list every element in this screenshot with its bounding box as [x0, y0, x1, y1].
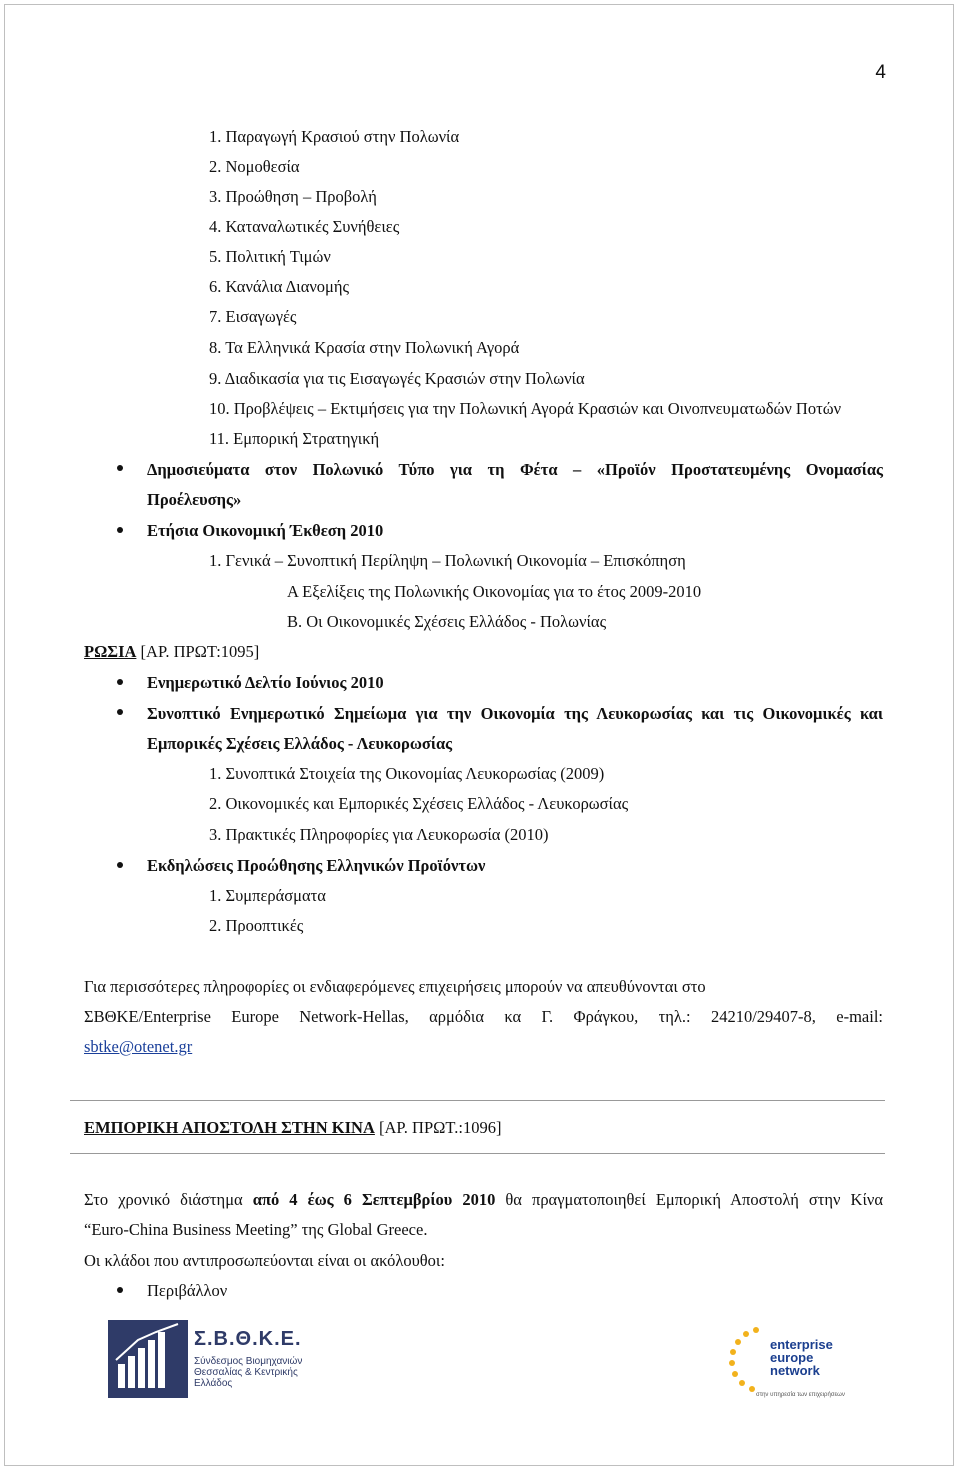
toc-item: 7. Εισαγωγές: [209, 307, 297, 326]
sectors-intro: Οι κλάδοι που αντιπροσωπεύονται είναι οι ακόλουθοι:: [84, 1251, 445, 1270]
belarus-note-title: Συνοπτικό Ενημερωτικό Σημείωμα για την Οικονομία της Λευκορωσίας και τις Οικονομικές και: [147, 704, 883, 723]
events-title: Εκδηλώσεις Προώθησης Ελληνικών Προϊόντων: [147, 856, 486, 875]
stars-icon: [726, 1324, 776, 1394]
russia-heading-line: [84, 642, 259, 662]
feta-article-title-cont: Προέλευσης»: [147, 490, 242, 509]
een-word: enterprise: [770, 1337, 833, 1352]
china-text: Στο χρονικό διάστημα: [84, 1190, 253, 1209]
toc-item: 1. Παραγωγή Κρασιού στην Πολωνία: [209, 127, 460, 146]
email-link[interactable]: sbtke@otenet.gr: [84, 1037, 193, 1056]
belarus-item: 1. Συνοπτικά Στοιχεία της Οικονομίας Λευκορωσίας (2009): [209, 764, 605, 783]
toc-item: 9. Διαδικασία για τις Εισαγωγές Κρασιών στην Πολωνία: [209, 369, 585, 388]
belarus-item: 2. Οικονομικές και Εμπορικές Σχέσεις Ελλάδος - Λευκορωσίας: [209, 794, 629, 813]
bullet-icon: [117, 862, 123, 868]
china-heading-line: [84, 1118, 501, 1138]
info-text-cont: ΣΒΘΚΕ/Enterprise Europe Network-Hellas, αρμόδια κα Γ. Φράγκου, τηλ.: 24210/29407-8, e-mail:: [84, 1007, 883, 1026]
annual-report-title: Ετήσια Οικονομική Έκθεση 2010: [147, 521, 384, 540]
china-heading: ΕΜΠΟΡΙΚΗ ΑΠΟΣΤΟΛΗ ΣΤΗΝ ΚΙΝΑ: [84, 1118, 375, 1137]
china-dates: από 4 έως 6 Σεπτεμβρίου 2010: [252, 1190, 496, 1209]
toc-item: 2. Νομοθεσία: [209, 157, 300, 176]
bullet-icon: [117, 679, 123, 685]
annual-report-subitem: Β. Οι Οικονομικές Σχέσεις Ελλάδος - Πολωνίας: [287, 612, 607, 631]
een-word: europe: [770, 1350, 814, 1365]
bullet-icon: [117, 527, 123, 533]
china-text: θα πραγματοποιηθεί Εμπορική Αποστολή στην Κίνα: [495, 1190, 883, 1209]
china-paragraph-cont: “Euro-China Business Meeting” της Global Greece.: [84, 1220, 428, 1239]
een-word: network: [770, 1363, 820, 1378]
toc-item: 11. Εμπορική Στρατηγική: [209, 429, 380, 448]
sbtke-logo-subtitle: Σύνδεσμος Βιομηχανιών Θεσσαλίας & Κεντρικής Ελλάδος: [194, 1356, 303, 1389]
toc-item: 3. Προώθηση – Προβολή: [209, 187, 377, 206]
sbtke-logo: [108, 1318, 318, 1400]
sbtke-logo-title: Σ.Β.Θ.Κ.Ε.: [194, 1328, 302, 1350]
annual-report-item: 1. Γενικά – Συνοπτική Περίληψη – Πολωνική Οικονομία – Επισκόπηση: [209, 551, 686, 570]
toc-item: 6. Κανάλια Διανομής: [209, 277, 350, 296]
een-tagline: στην υπηρεσία των επιχειρήσεων: [756, 1392, 845, 1398]
enterprise-europe-network-logo: [726, 1318, 845, 1408]
events-item: 1. Συμπεράσματα: [209, 886, 326, 905]
toc-item: 8. Τα Ελληνικά Κρασία στην Πολωνική Αγορά: [209, 338, 520, 357]
bullet-icon: [117, 709, 123, 715]
russia-ref: [ΑΡ. ΠΡΩΤ:1095]: [136, 642, 260, 661]
bullet-icon: [117, 465, 123, 471]
info-email-line: [84, 1037, 192, 1057]
newsletter-title: Ενημερωτικό Δελτίο Ιούνιος 2010: [147, 673, 384, 692]
events-item: 2. Προοπτικές: [209, 916, 304, 935]
russia-heading: ΡΩΣΙΑ: [84, 642, 137, 661]
belarus-note-title-cont: Εμπορικές Σχέσεις Ελλάδος - Λευκορωσίας: [147, 734, 453, 753]
feta-article-title: Δημοσιεύματα στον Πολωνικό Τύπο για τη Φέτα – «Προϊόν Προστατευμένης Ονομασίας: [147, 460, 883, 479]
toc-item: 4. Καταναλωτικές Συνήθειες: [209, 217, 400, 236]
een-wordmark: [770, 1338, 833, 1377]
annual-report-subitem: Α Εξελίξεις της Πολωνικής Οικονομίας για το έτος 2009-2010: [287, 582, 702, 601]
bullet-icon: [117, 1287, 123, 1293]
toc-item: 10. Προβλέψεις – Εκτιμήσεις για την Πολωνική Αγορά Κρασιών και Οινοπνευματωδών Ποτών: [209, 399, 842, 418]
china-paragraph: [84, 1190, 883, 1210]
info-text: Για περισσότερες πληροφορίες οι ενδιαφερόμενες επιχειρήσεις μπορούν να απευθύνονται στο: [84, 977, 706, 996]
page-number: 4: [875, 62, 886, 83]
belarus-item: 3. Πρακτικές Πληροφορίες για Λευκορωσία (2010): [209, 825, 549, 844]
sbtke-logo-mark: [108, 1320, 188, 1398]
china-ref: [ΑΡ. ΠΡΩΤ.:1096]: [374, 1118, 502, 1137]
factory-icon: [108, 1320, 188, 1398]
sector-item: Περιβάλλον: [147, 1281, 228, 1300]
toc-item: 5. Πολιτική Τιμών: [209, 247, 331, 266]
